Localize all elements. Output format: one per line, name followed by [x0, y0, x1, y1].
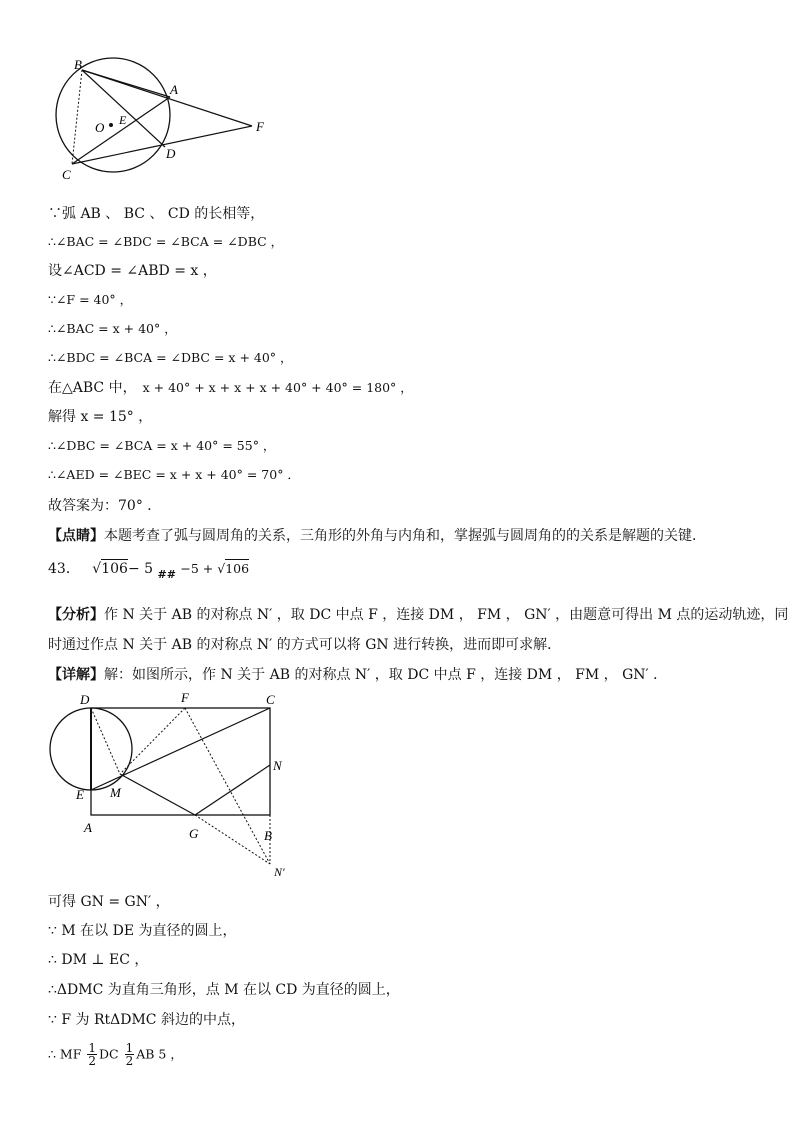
summary-text: 本题考查了弧与圆周角的关系，三角形的外角与内角和，掌握弧与圆周角的的关系是解题的关键．	[104, 528, 706, 544]
detail-tag: 【详解】	[48, 667, 104, 683]
text-line-3: 设∠ACD = ∠ABD = x ，	[48, 263, 217, 279]
label-d: D	[166, 146, 176, 161]
detail-line-4: ∴ DM ⊥ EC ，	[48, 952, 149, 968]
figure-circle-diagram	[40, 52, 280, 192]
minus-five: − 5	[127, 561, 154, 577]
analysis-tag: 【分析】	[48, 607, 104, 623]
dc-term: DC	[99, 1046, 123, 1062]
text-line-2: ∴∠BAC = ∠BDC = ∠BCA = ∠DBC ，	[48, 234, 284, 249]
segment-bf	[82, 70, 252, 126]
text-line-6: ∴∠BDC = ∠BCA = ∠DBC = x + 40° ，	[48, 350, 293, 365]
ab-term: AB 5 ，	[136, 1046, 183, 1062]
text-line-7-equation: x + 40° + x + x + x + 40° + 40° = 180° ，	[142, 380, 413, 395]
text-line-5: ∴∠BAC = x + 40° ，	[48, 321, 177, 336]
mf-prefix: ∴ MF	[48, 1046, 86, 1062]
label-c2: C	[266, 692, 275, 707]
detail-line-6: ∵ F 为 RtΔDMC 斜边的中点，	[48, 1012, 245, 1028]
analysis-line-2: 时通过作点 N 关于 AB 的对称点 N′ 的方式可以将 GN 进行转换，进而即可求解．	[48, 637, 562, 653]
sqrt-106-a: 106	[101, 561, 128, 577]
text-line-9: ∴∠DBC = ∠BCA = x + 40° = 55° ，	[48, 438, 276, 453]
detail-line-7	[48, 1042, 183, 1067]
segment-gn-prime-dashed	[195, 815, 270, 864]
label-c: C	[62, 167, 71, 182]
text-line-7-prefix: 在△ABC 中，	[48, 380, 137, 396]
label-n-prime: N'	[274, 865, 285, 879]
label-f2: F	[181, 690, 189, 705]
segment-mg	[120, 774, 195, 815]
text-line-8: 解得 x = 15° ，	[48, 409, 153, 425]
fraction-1-numerator: 1	[88, 1041, 97, 1055]
segment-dm-dashed	[91, 708, 120, 774]
text-line-answer: 故答案为：70° ．	[48, 498, 162, 514]
summary-tag: 【点睛】	[48, 528, 104, 544]
center-dot	[109, 123, 113, 127]
label-b: B	[74, 57, 82, 72]
detail-line-5: ∴ΔDMC 为直角三角形，点 M 在以 CD 为直径的圆上，	[48, 982, 400, 998]
detail-text-1: 解：如图所示，作 N 关于 AB 的对称点 N′ ，取 DC 中点 F ，连接 DM ， FM ， GN′ ．	[104, 667, 668, 683]
fraction-2-numerator: 1	[125, 1041, 134, 1055]
text-line-10: ∴∠AED = ∠BEC = x + x + 40° = 70° ．	[48, 467, 300, 482]
fraction-half-2	[125, 1042, 135, 1067]
fraction-2-denominator: 2	[125, 1054, 134, 1068]
detail-line-2: 可得 GN = GN′ ，	[48, 894, 170, 910]
label-a2: A	[84, 820, 92, 835]
fraction-half-1	[87, 1042, 97, 1067]
text-line-summary	[48, 527, 706, 545]
label-a: A	[170, 82, 178, 97]
label-f: F	[256, 119, 264, 134]
figure-rectangle-diagram	[40, 688, 300, 888]
label-n2: N	[273, 758, 282, 773]
question-43-answer: 43． √106− 5 $_{\#\#}$ −5 + √106	[48, 561, 250, 581]
segment-gn	[195, 765, 270, 815]
answer-separator: ##	[157, 568, 176, 581]
text-line-1: ∵弧 AB 、 BC 、 CD 的长相等，	[48, 206, 265, 222]
text-line-4: ∵∠F = 40° ，	[48, 292, 133, 307]
label-b2: B	[264, 828, 272, 843]
fraction-1-denominator: 2	[88, 1054, 97, 1068]
segment-bc-dashed	[72, 70, 82, 164]
analysis-line-1	[48, 606, 788, 624]
segment-ec	[91, 708, 270, 790]
label-e2: E	[76, 787, 84, 802]
label-o: O	[95, 120, 105, 135]
minus-five-plus: −5 +	[180, 561, 218, 576]
sqrt-106-b: 106	[225, 561, 250, 576]
question-number: 43．	[48, 561, 80, 577]
text-line-7	[48, 379, 413, 397]
analysis-text-1: 作 N 关于 AB 的对称点 N′ ，取 DC 中点 F ，连接 DM ， FM ， GN′ ，由题意可得出 M 点的运动轨迹，同	[104, 607, 789, 623]
label-d2: D	[80, 692, 90, 707]
detail-line-1	[48, 666, 667, 684]
label-g2: G	[189, 826, 199, 841]
label-m2: M	[110, 785, 121, 800]
label-e: E	[119, 113, 127, 127]
detail-line-3: ∵ M 在以 DE 为直径的圆上，	[48, 923, 237, 939]
